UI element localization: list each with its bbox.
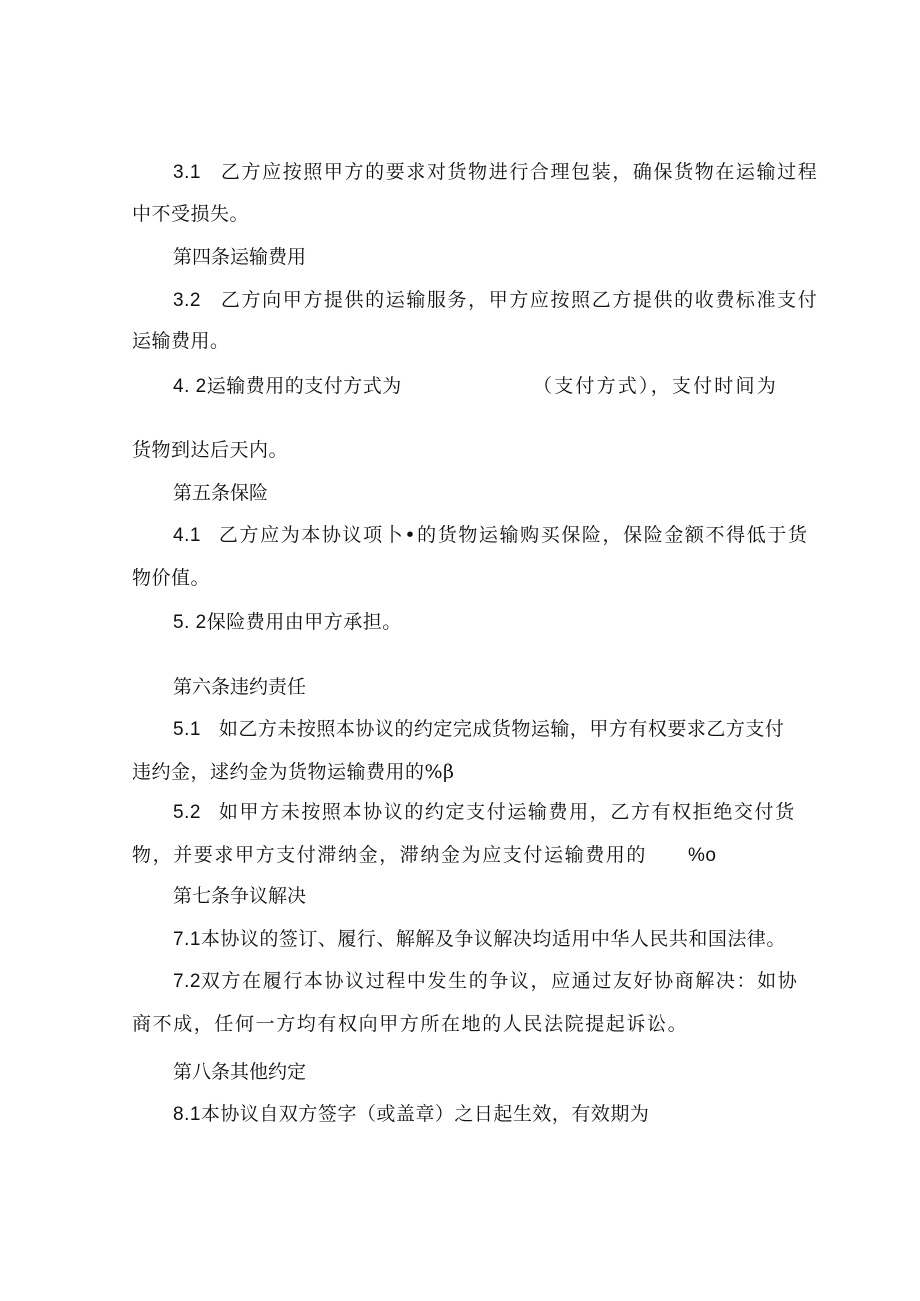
clause-4-1-line-2 — [132, 564, 210, 592]
clause-text: 本协议自双方签字（或盖章）之日起生效，有效期为 — [200, 1103, 650, 1125]
clause-number: 4. 2 — [173, 376, 207, 397]
section-heading-6: 第六条违约责任 — [173, 676, 307, 698]
clause-3-2-line-1 — [173, 286, 818, 315]
clause-number: 7.2 — [173, 971, 201, 992]
clause-text: 保险费用由甲方承担。 — [206, 611, 402, 633]
clause-text: 物，并要求甲方支付滞纳金，滞纳金为应支付运输费用的 — [132, 844, 648, 866]
clause-4-2-line-1-tail — [533, 372, 778, 400]
clause-text: （支付方式），支付时间为 — [533, 375, 778, 397]
clause-8-1 — [173, 1100, 649, 1129]
clause-text: 本协议的签订、履行、解解及争议解决均适用中华人民共和国法律。 — [200, 928, 786, 950]
clause-5-2-line-2-tail — [688, 841, 716, 870]
clause-text: 物价值。 — [132, 567, 211, 589]
clause-number: 7.1 — [173, 929, 201, 950]
section-heading-8: 第八条其他约定 — [173, 1061, 307, 1083]
clause-number: 8.1 — [173, 1104, 201, 1125]
clause-number: 3.2 — [173, 290, 201, 311]
clause-text: 运输费用的支付方式为 — [206, 375, 402, 397]
clause-7-2-line-1 — [173, 967, 798, 996]
clause-text: 中不受损失。 — [132, 203, 250, 225]
clause-5-1-line-2 — [132, 758, 455, 786]
clause-text: 乙方应为本协议项卜•的货物运输购买保险，保险金额不得低于货 — [218, 524, 809, 546]
section-heading-4: 第四条运输费用 — [173, 246, 307, 268]
clause-5-2-insurance — [173, 608, 402, 637]
clause-3-1-line-2 — [132, 200, 249, 228]
clause-text: 如甲方未按照本协议的约定支付运输费用，乙方有权拒绝交付货 — [218, 801, 796, 823]
clause-7-2-line-2 — [132, 1010, 688, 1038]
clause-text: 乙方应按照甲方的要求对货物进行合理包装，确保货物在运输过程 — [220, 161, 819, 183]
clause-text: 如乙方未按照本协议的约定完成货物运输，甲方有权要求乙方支付 — [218, 718, 785, 740]
clause-5-1-line-1 — [173, 715, 784, 744]
clause-text: 商不成，任何一方均有权向甲方所在地的人民法院提起诉讼。 — [132, 1013, 689, 1035]
clause-text: %o — [688, 845, 717, 866]
clause-text: 货物到达后天内。 — [132, 439, 289, 461]
clause-number: 5. 2 — [173, 612, 207, 633]
clause-number: 5.2 — [173, 802, 201, 823]
clause-number: 5.1 — [173, 719, 201, 740]
clause-4-1-line-1 — [173, 521, 809, 550]
clause-text: 双方在履行本协议过程中发生的争议，应通过友好协商解决：如协 — [200, 970, 799, 992]
section-heading-5: 第五条保险 — [173, 482, 269, 504]
clause-4-2-line-2 — [132, 436, 288, 464]
clause-text: 乙方向甲方提供的运输服务，甲方应按照乙方提供的收费标准支付 — [220, 289, 819, 311]
section-heading-7: 第七条争议解决 — [173, 885, 307, 907]
clause-text: 运输费用。 — [132, 330, 230, 352]
clause-5-2-line-2 — [132, 841, 647, 869]
clause-7-1 — [173, 925, 786, 954]
clause-3-1-line-1 — [173, 158, 818, 187]
clause-text: 违约金，逑约金为货物运输费用的%β — [132, 761, 455, 783]
clause-3-2-line-2 — [132, 327, 230, 355]
clause-5-2-line-1 — [173, 798, 796, 827]
clause-number: 4.1 — [173, 525, 201, 546]
clause-4-2-line-1 — [173, 372, 402, 401]
clause-number: 3.1 — [173, 162, 201, 183]
